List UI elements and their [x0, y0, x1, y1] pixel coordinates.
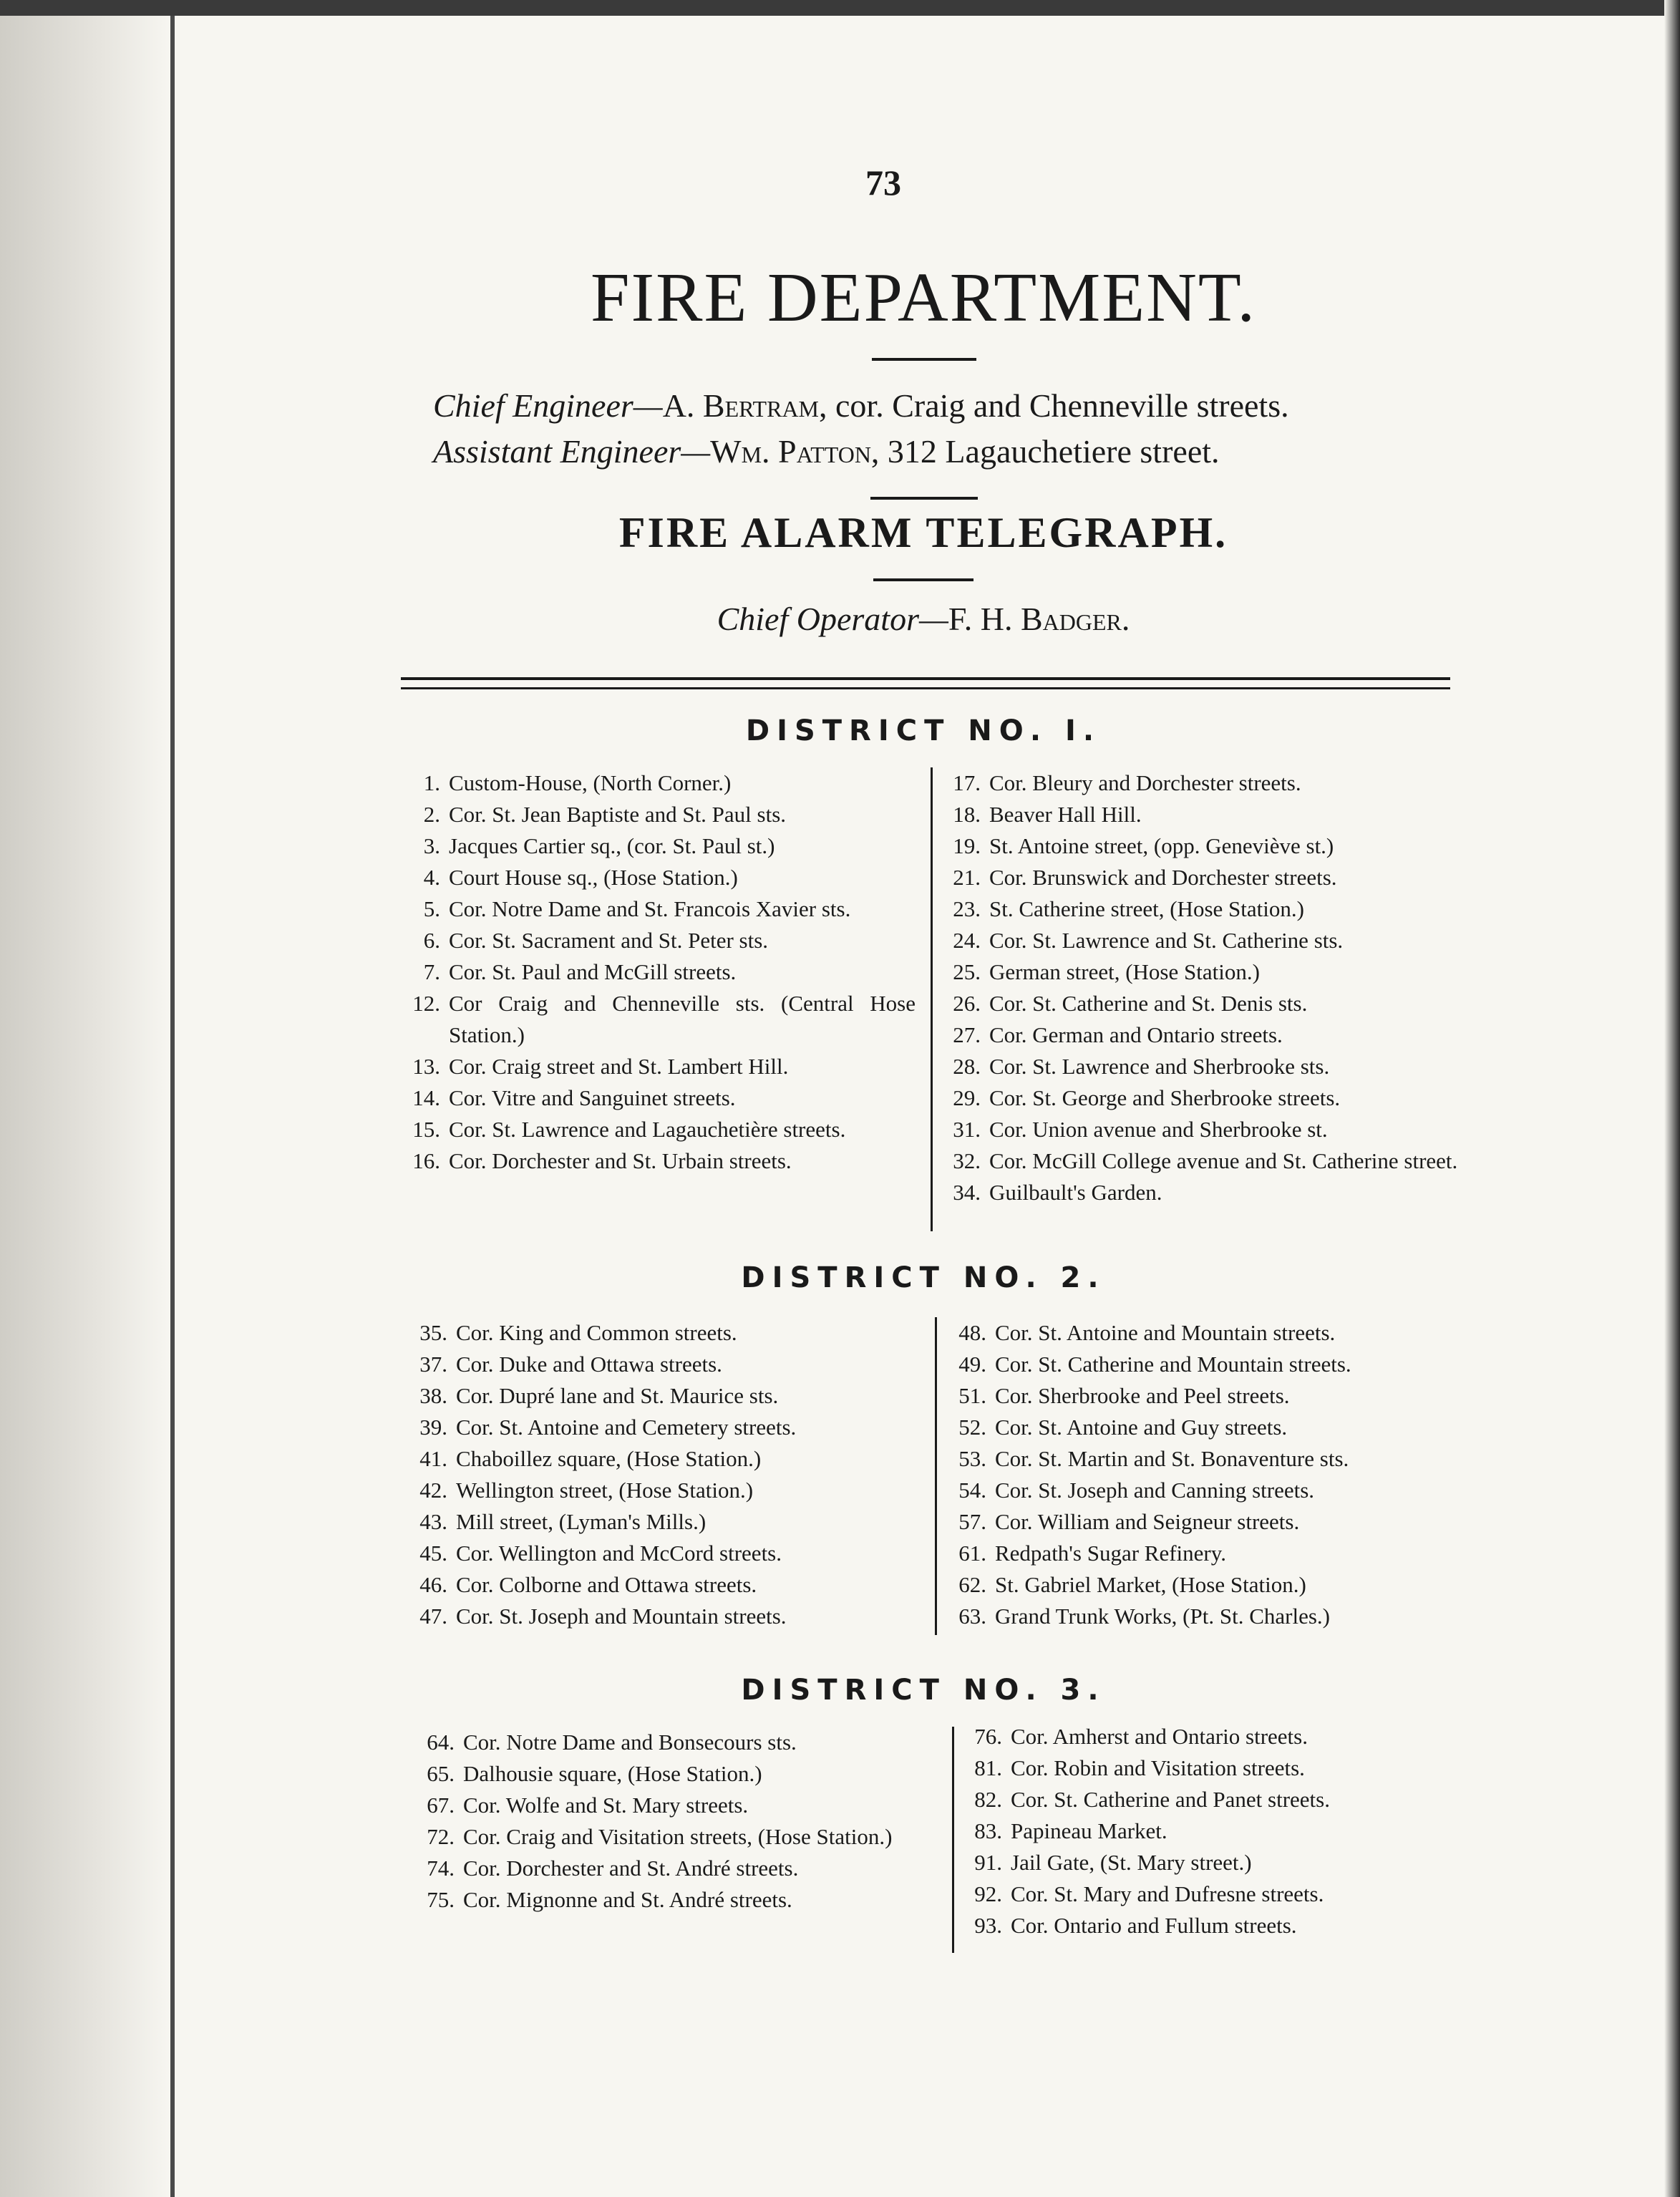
chief-engineer-label: Chief Engineer— — [433, 387, 663, 424]
list-item: 6. Cor. St. Sacrament and St. Peter sts. — [423, 928, 769, 953]
list-item: 61. Redpath's Sugar Refinery. — [958, 1541, 1226, 1566]
page-title: FIRE DEPARTMENT. — [591, 259, 1256, 336]
list-item: 23. St. Catherine street, (Hose Station.) — [953, 896, 1304, 921]
list-item: 25. German street, (Hose Station.) — [953, 959, 1260, 984]
list-item: 27. Cor. German and Ontario streets. — [953, 1022, 1283, 1047]
district-2-left-list — [404, 1317, 923, 1632]
list-item: 41. Chaboillez square, (Hose Station.) — [419, 1446, 762, 1471]
assistant-engineer-name: Wm. Patton, — [710, 433, 880, 470]
list-item: 67. Cor. Wolfe and St. Mary streets. — [427, 1793, 749, 1818]
list-item: 37. Cor. Duke and Ottawa streets. — [419, 1352, 722, 1377]
list-item: 45. Cor. Wellington and McCord streets. — [419, 1541, 782, 1566]
scan-right-edge — [1664, 0, 1680, 2197]
scan-top-edge — [0, 0, 1680, 16]
page-number: 73 — [865, 163, 901, 203]
list-item: 39. Cor. St. Antoine and Cemetery streets. — [419, 1415, 797, 1440]
list-item: 26. Cor. St. Catherine and St. Denis sts. — [953, 991, 1308, 1016]
list-item: 64. Cor. Notre Dame and Bonsecours sts. — [427, 1730, 797, 1755]
list-item: 72. Cor. Craig and Visitation streets, (Hose Station.) — [427, 1824, 893, 1849]
list-item: 29. Cor. St. George and Sherbrooke streets. — [953, 1085, 1341, 1110]
double-rule-top — [401, 677, 1450, 680]
assistant-engineer-line — [433, 432, 1220, 470]
list-item: 54. Cor. St. Joseph and Canning streets. — [958, 1478, 1315, 1503]
list-item: 75. Cor. Mignonne and St. André streets. — [427, 1887, 792, 1912]
list-item: 14. Cor. Vitre and Sanguinet streets. — [412, 1085, 736, 1110]
list-item: 32. Cor. McGill College avenue and St. Catherine street. — [953, 1148, 1458, 1173]
list-item: 53. Cor. St. Martin and St. Bonaventure sts. — [958, 1446, 1349, 1471]
list-item: 81. Cor. Robin and Visitation streets. — [974, 1755, 1305, 1780]
list-item: 35. Cor. King and Common streets. — [419, 1320, 737, 1345]
list-item: 91. Jail Gate, (St. Mary street.) — [974, 1850, 1252, 1875]
chief-operator-label: Chief Operator— — [717, 601, 948, 637]
list-item: 13. Cor. Craig street and St. Lambert Hill. — [412, 1054, 789, 1079]
list-item: 3. Jacques Cartier sq., (cor. St. Paul st.) — [423, 833, 775, 858]
list-item: 83. Papineau Market. — [974, 1818, 1167, 1843]
column-divider — [952, 1727, 954, 1953]
district-1-right-list — [938, 767, 1475, 1208]
list-item: 12. Cor Craig and Chenneville sts. (Central Hose Station.) — [412, 991, 916, 1047]
list-item: 21. Cor. Brunswick and Dorchester streets. — [953, 865, 1337, 890]
divider-rule — [870, 497, 978, 500]
assistant-engineer-label: Assistant Engineer— — [433, 433, 711, 470]
list-item: 48. Cor. St. Antoine and Mountain streets. — [958, 1320, 1336, 1345]
list-item: 46. Cor. Colborne and Ottawa streets. — [419, 1572, 757, 1597]
column-divider — [931, 767, 933, 1231]
chief-operator-line — [565, 600, 1281, 638]
list-item: 93. Cor. Ontario and Fullum streets. — [974, 1913, 1297, 1938]
book-binding — [0, 0, 172, 2197]
list-item: 62. St. Gabriel Market, (Hose Station.) — [958, 1572, 1306, 1597]
double-rule-bottom — [401, 687, 1450, 689]
district-2-right-list — [943, 1317, 1482, 1632]
list-item: 5. Cor. Notre Dame and St. Francois Xavier sts. — [423, 896, 851, 921]
list-item: 2. Cor. St. Jean Baptiste and St. Paul sts. — [423, 802, 787, 827]
chief-operator-name: F. H. Badger. — [948, 601, 1130, 637]
divider-rule — [872, 358, 976, 361]
assistant-engineer-address: 312 Lagauchetiere street. — [879, 433, 1220, 470]
chief-engineer-line — [433, 387, 1289, 425]
list-item: 57. Cor. William and Seigneur streets. — [958, 1509, 1300, 1534]
list-item: 1. Custom-House, (North Corner.) — [423, 770, 732, 795]
list-item: 74. Cor. Dorchester and St. André streets. — [427, 1856, 799, 1881]
list-item: 4. Court House sq., (Hose Station.) — [423, 865, 738, 890]
list-item: 76. Cor. Amherst and Ontario streets. — [974, 1724, 1308, 1749]
list-item: 82. Cor. St. Catherine and Panet streets. — [974, 1787, 1330, 1812]
list-item: 47. Cor. St. Joseph and Mountain streets. — [419, 1604, 787, 1629]
list-item: 63. Grand Trunk Works, (Pt. St. Charles.) — [958, 1604, 1330, 1629]
list-item: 24. Cor. St. Lawrence and St. Catherine sts. — [953, 928, 1344, 953]
list-item: 7. Cor. St. Paul and McGill streets. — [423, 959, 737, 984]
list-item: 51. Cor. Sherbrooke and Peel streets. — [958, 1383, 1290, 1408]
list-item: 43. Mill street, (Lyman's Mills.) — [419, 1509, 707, 1534]
section-subtitle: FIRE ALARM TELEGRAPH. — [618, 509, 1228, 556]
list-item: 16. Cor. Dorchester and St. Urbain streets. — [412, 1148, 792, 1173]
list-item: 17. Cor. Bleury and Dorchester streets. — [953, 770, 1301, 795]
district-1-left-list — [397, 767, 916, 1177]
gutter-shadow — [170, 0, 175, 2197]
list-item: 19. St. Antoine street, (opp. Geneviève st.) — [953, 833, 1334, 858]
list-item: 31. Cor. Union avenue and Sherbrooke st. — [953, 1117, 1328, 1142]
list-item: 15. Cor. St. Lawrence and Lagauchetière streets. — [412, 1117, 846, 1142]
district-3-right-list — [959, 1721, 1475, 1941]
list-item: 42. Wellington street, (Hose Station.) — [419, 1478, 754, 1503]
list-item: 34. Guilbault's Garden. — [953, 1180, 1162, 1205]
column-divider — [935, 1317, 937, 1635]
list-item: 49. Cor. St. Catherine and Mountain streets. — [958, 1352, 1351, 1377]
list-item: 28. Cor. St. Lawrence and Sherbrooke sts. — [953, 1054, 1330, 1079]
district-3-heading: DISTRICT NO. 3. — [741, 1674, 1106, 1707]
chief-engineer-address: cor. Craig and Chenneville streets. — [827, 387, 1289, 424]
district-3-left-list — [412, 1727, 927, 1916]
divider-rule — [873, 578, 973, 581]
list-item: 52. Cor. St. Antoine and Guy streets. — [958, 1415, 1288, 1440]
list-item: 65. Dalhousie square, (Hose Station.) — [427, 1761, 762, 1786]
chief-engineer-name: A. Bertram, — [662, 387, 827, 424]
list-item: 18. Beaver Hall Hill. — [953, 802, 1142, 827]
district-1-heading: DISTRICT NO. I. — [745, 714, 1102, 747]
district-2-heading: DISTRICT NO. 2. — [741, 1261, 1106, 1294]
list-item: 92. Cor. St. Mary and Dufresne streets. — [974, 1881, 1324, 1906]
list-item: 38. Cor. Dupré lane and St. Maurice sts. — [419, 1383, 779, 1408]
